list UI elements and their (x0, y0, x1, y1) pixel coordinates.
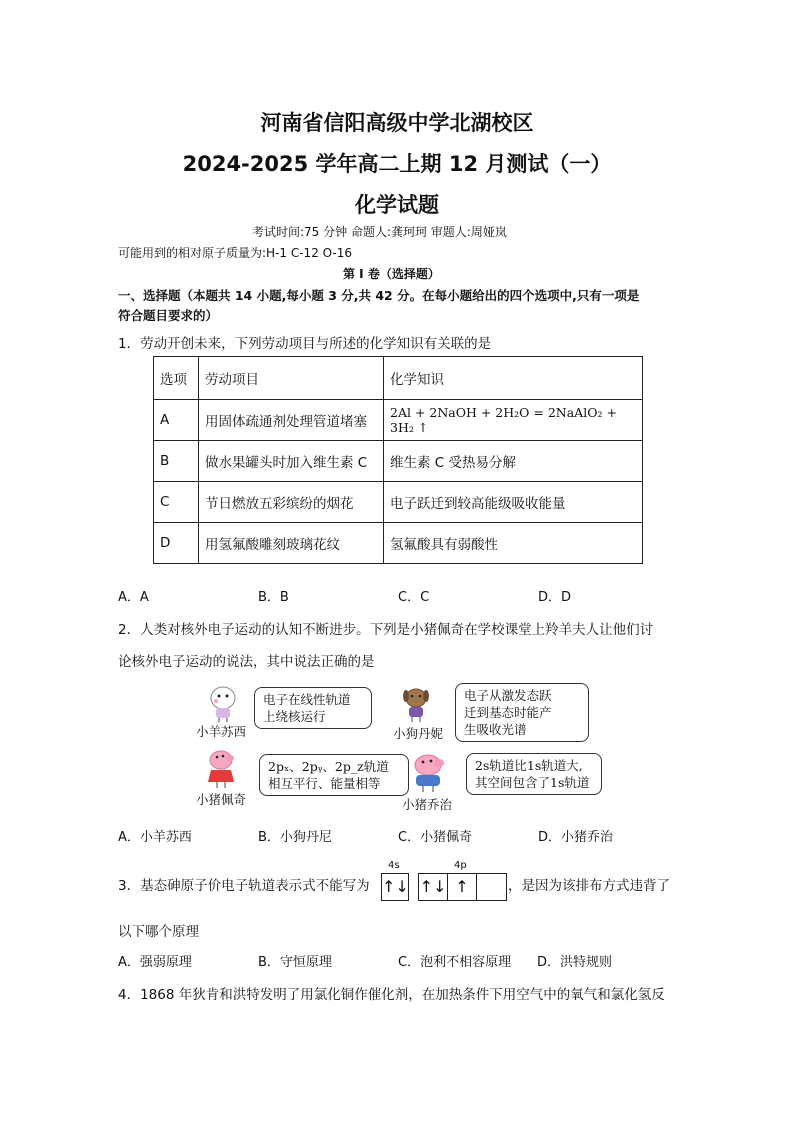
q1-option-d[interactable]: D．D (538, 590, 572, 605)
table-row (154, 441, 643, 482)
bubble-line: 其空间包含了1s轨道 (475, 775, 590, 790)
q3-stem-line2: 以下哪个原理 (118, 924, 199, 940)
table-cell: 维生素 C 受热易分解 (384, 441, 643, 482)
orbital-cell: ↑ (448, 874, 477, 900)
table-cell: 电子跃迁到较高能级吸收能量 (384, 482, 643, 523)
q3-option-b[interactable]: B．守恒原理 (258, 955, 332, 970)
character-name: 小猪乔治 (402, 797, 453, 812)
section-instruction-line2: 符合题目要求的） (118, 308, 219, 323)
bubble-line: 生吸收光谱 (464, 722, 527, 737)
bubble-line: 电子从激发态跃 (464, 688, 552, 703)
atomic-mass-line: 可能用到的相对原子质量为:H-1 C-12 O-16 (118, 246, 353, 260)
table-row (154, 523, 643, 564)
q1-stem: 1．劳动开创未来，下列劳动项目与所述的化学知识有关联的是 (118, 336, 492, 352)
bubble-line: 电子在线性轨道 (263, 692, 351, 707)
table-cell: 氢氟酸具有弱酸性 (384, 523, 643, 564)
q1-option-b[interactable]: B．B (258, 590, 289, 605)
character-name: 小猪佩奇 (196, 792, 247, 807)
speech-bubble (259, 754, 409, 796)
q2-option-b[interactable]: B．小狗丹尼 (258, 830, 332, 845)
q2-option-c[interactable]: C．小猪佩奇 (398, 830, 473, 845)
peppa-pig-icon (205, 748, 237, 788)
speech-bubble (466, 753, 602, 795)
q1-option-c[interactable]: C．C (398, 590, 430, 605)
table-cell: 做水果罐头时加入维生素 C (199, 441, 384, 482)
bubble-line: 2pₓ、2pᵧ、2p_z轨道 (268, 759, 389, 774)
table-cell: 节日燃放五彩缤纷的烟花 (199, 482, 384, 523)
table-cell: C (154, 482, 199, 523)
q3-option-d[interactable]: D．洪特规则 (537, 955, 613, 970)
table-cell: D (154, 523, 199, 564)
orbital-cell: ↑↓ (382, 877, 409, 896)
q2-option-d[interactable]: D．小猪乔治 (538, 830, 614, 845)
orbital-box-4s (381, 873, 409, 901)
table-header-cell: 劳动项目 (199, 357, 384, 400)
table-row (154, 482, 643, 523)
table-header-cell: 化学知识 (384, 357, 643, 400)
speech-bubble (254, 687, 372, 729)
orbital-cell: ↑↓ (419, 874, 448, 900)
george-pig-icon (408, 752, 448, 792)
orbital-cell (477, 874, 506, 900)
section-instruction-line1: 一、选择题（本题共 14 小题,每小题 3 分,共 42 分。在每小题给出的四个选项中,只有一项是 (118, 288, 640, 303)
bubble-line: 迁到基态时能产 (464, 705, 552, 720)
subject-title: 化学试题 (355, 193, 439, 217)
bubble-line: 2s轨道比1s轨道大, (475, 758, 583, 773)
q2-stem-line2: 论核外电子运动的说法，其中说法正确的是 (118, 654, 375, 670)
table-cell: A (154, 400, 199, 441)
q2-stem-line1: 2．人类对核外电子运动的认知不断进步。下列是小猪佩奇在学校课堂上羚羊夫人让他们讨 (118, 622, 654, 638)
table-row (154, 400, 643, 441)
bubble-line: 相互平行、能量相等 (268, 776, 381, 791)
exam-title: 2024-2025 学年高二上期 12 月测试（一） (182, 152, 612, 176)
orbital-label-4p: 4p (454, 860, 467, 871)
q3-option-a[interactable]: A．强弱原理 (118, 955, 192, 970)
exam-info: 考试时间:75 分钟 命题人:龚珂珂 审题人:周娅岚 (252, 225, 507, 239)
character-name: 小狗丹妮 (393, 726, 444, 741)
volume-label: 第 I 卷（选择题） (343, 267, 440, 281)
q3-stem-after: ，是因为该排布方式违背了 (508, 878, 670, 894)
table-cell: B (154, 441, 199, 482)
table-cell: 用氢氟酸雕刻玻璃花纹 (199, 523, 384, 564)
table-header-row (154, 357, 643, 400)
table-cell: 用固体疏通剂处理管道堵塞 (199, 400, 384, 441)
q1-table (153, 356, 643, 564)
table-header-cell: 选项 (154, 357, 199, 400)
q1-option-a[interactable]: A．A (118, 590, 149, 605)
dog-icon (400, 686, 432, 722)
school-title: 河南省信阳高级中学北湖校区 (260, 111, 534, 135)
speech-bubble (455, 683, 589, 742)
table-cell: 2Al + 2NaOH + 2H₂O = 2NaAlO₂ + 3H₂ ↑ (384, 400, 643, 441)
q3-stem-before: 3．基态砷原子价电子轨道表示式不能写为 (118, 878, 370, 894)
q3-option-c[interactable]: C．泡利不相容原理 (398, 955, 512, 970)
q4-stem: 4．1868 年狄肯和洪特发明了用氯化铜作催化剂，在加热条件下用空气中的氧气和氯化氢反 (118, 987, 665, 1003)
orbital-label-4s: 4s (388, 860, 400, 871)
bubble-line: 上绕核运行 (263, 709, 326, 724)
character-name: 小羊苏西 (196, 724, 247, 739)
sheep-icon (206, 684, 240, 722)
q2-option-a[interactable]: A．小羊苏西 (118, 830, 192, 845)
orbital-box-4p (418, 873, 507, 901)
